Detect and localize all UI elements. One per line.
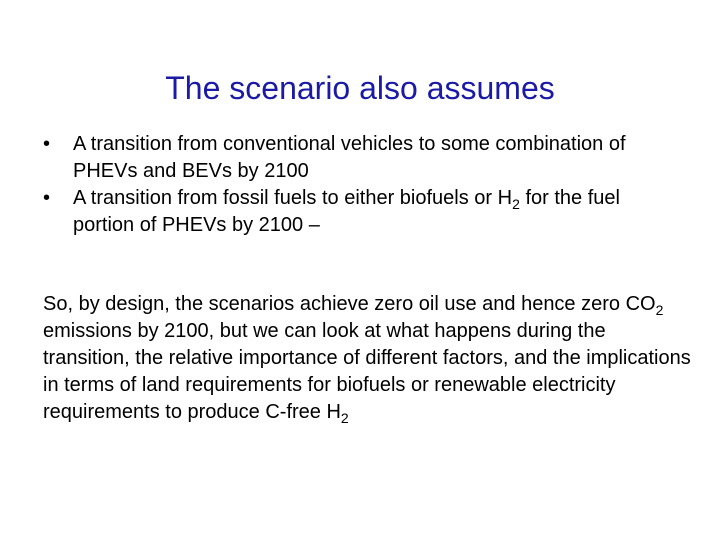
subscript: 2 <box>340 410 349 426</box>
bullet-text: A transition from conventional vehicles to some combination of PHEVs and BEVs by 2100 <box>73 133 626 182</box>
bullet-text-part: A transition from fossil fuels to either biofuels or H <box>73 187 513 209</box>
slide-title: The scenario also assumes <box>165 70 555 107</box>
bullet-item-fuels <box>43 185 683 239</box>
paragraph-text: So, by design, the scenarios achieve zero oil use and hence zero CO <box>43 293 656 315</box>
subscript: 2 <box>512 196 520 212</box>
bullet-text-part: for the fuel portion of PHEVs by 2100 – <box>73 187 620 236</box>
bullet-item-vehicles <box>43 131 683 185</box>
bullet-text <box>73 187 620 236</box>
body-paragraph <box>43 291 693 426</box>
subscript: 2 <box>655 302 664 318</box>
bullet-list <box>43 131 683 239</box>
paragraph-text: emissions by 2100, but we can look at what happens during the transition, the relative importance of different factors, and the implications in terms of land requirements for biofuels or renewable electricity requirements to produce C-free H <box>43 320 691 423</box>
bullet-icon: • <box>43 133 51 155</box>
bullet-icon: • <box>43 187 51 209</box>
